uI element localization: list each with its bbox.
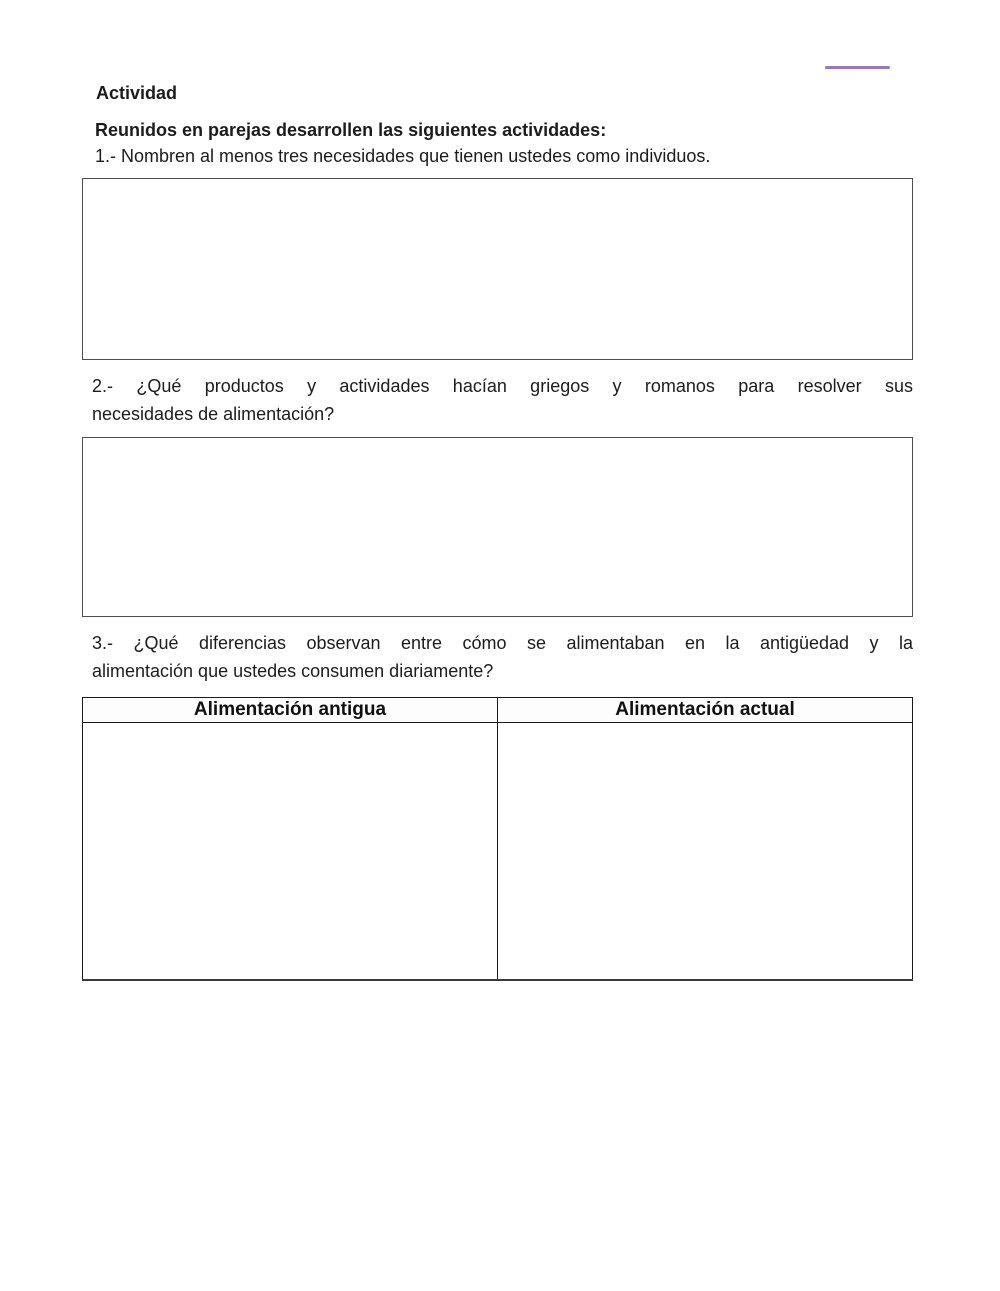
answer-box-question-1[interactable] (82, 178, 913, 360)
comparison-table (82, 697, 913, 981)
table-header-alimentacion-antigua: Alimentación antigua (83, 698, 498, 723)
table-header-row (83, 698, 913, 723)
table-answer-row (83, 723, 913, 980)
answer-cell-alimentacion-actual[interactable] (498, 723, 913, 980)
answer-cell-alimentacion-antigua[interactable] (83, 723, 498, 980)
answer-box-question-2[interactable] (82, 437, 913, 617)
instructions-text: Reunidos en parejas desarrollen las siguientes actividades: (95, 120, 607, 140)
table-header-alimentacion-actual: Alimentación actual (498, 698, 913, 723)
question-3-text (92, 629, 913, 685)
question-3-line-2: alimentación que ustedes consumen diariamente? (92, 661, 494, 681)
answer-blank-line[interactable] (825, 66, 890, 69)
question-3-line-1: 3.- ¿Qué diferencias observan entre cómo se alimentaban en la antigüedad y la (92, 633, 913, 653)
question-2-text (92, 372, 913, 428)
question-2-line-1: 2.- ¿Qué productos y actividades hacían griegos y romanos para resolver sus (92, 376, 913, 396)
question-1-text: 1.- Nombren al menos tres necesidades que tienen ustedes como individuos. (95, 146, 711, 166)
page-title: Actividad (96, 83, 178, 103)
question-2-line-2: necesidades de alimentación? (92, 404, 335, 424)
